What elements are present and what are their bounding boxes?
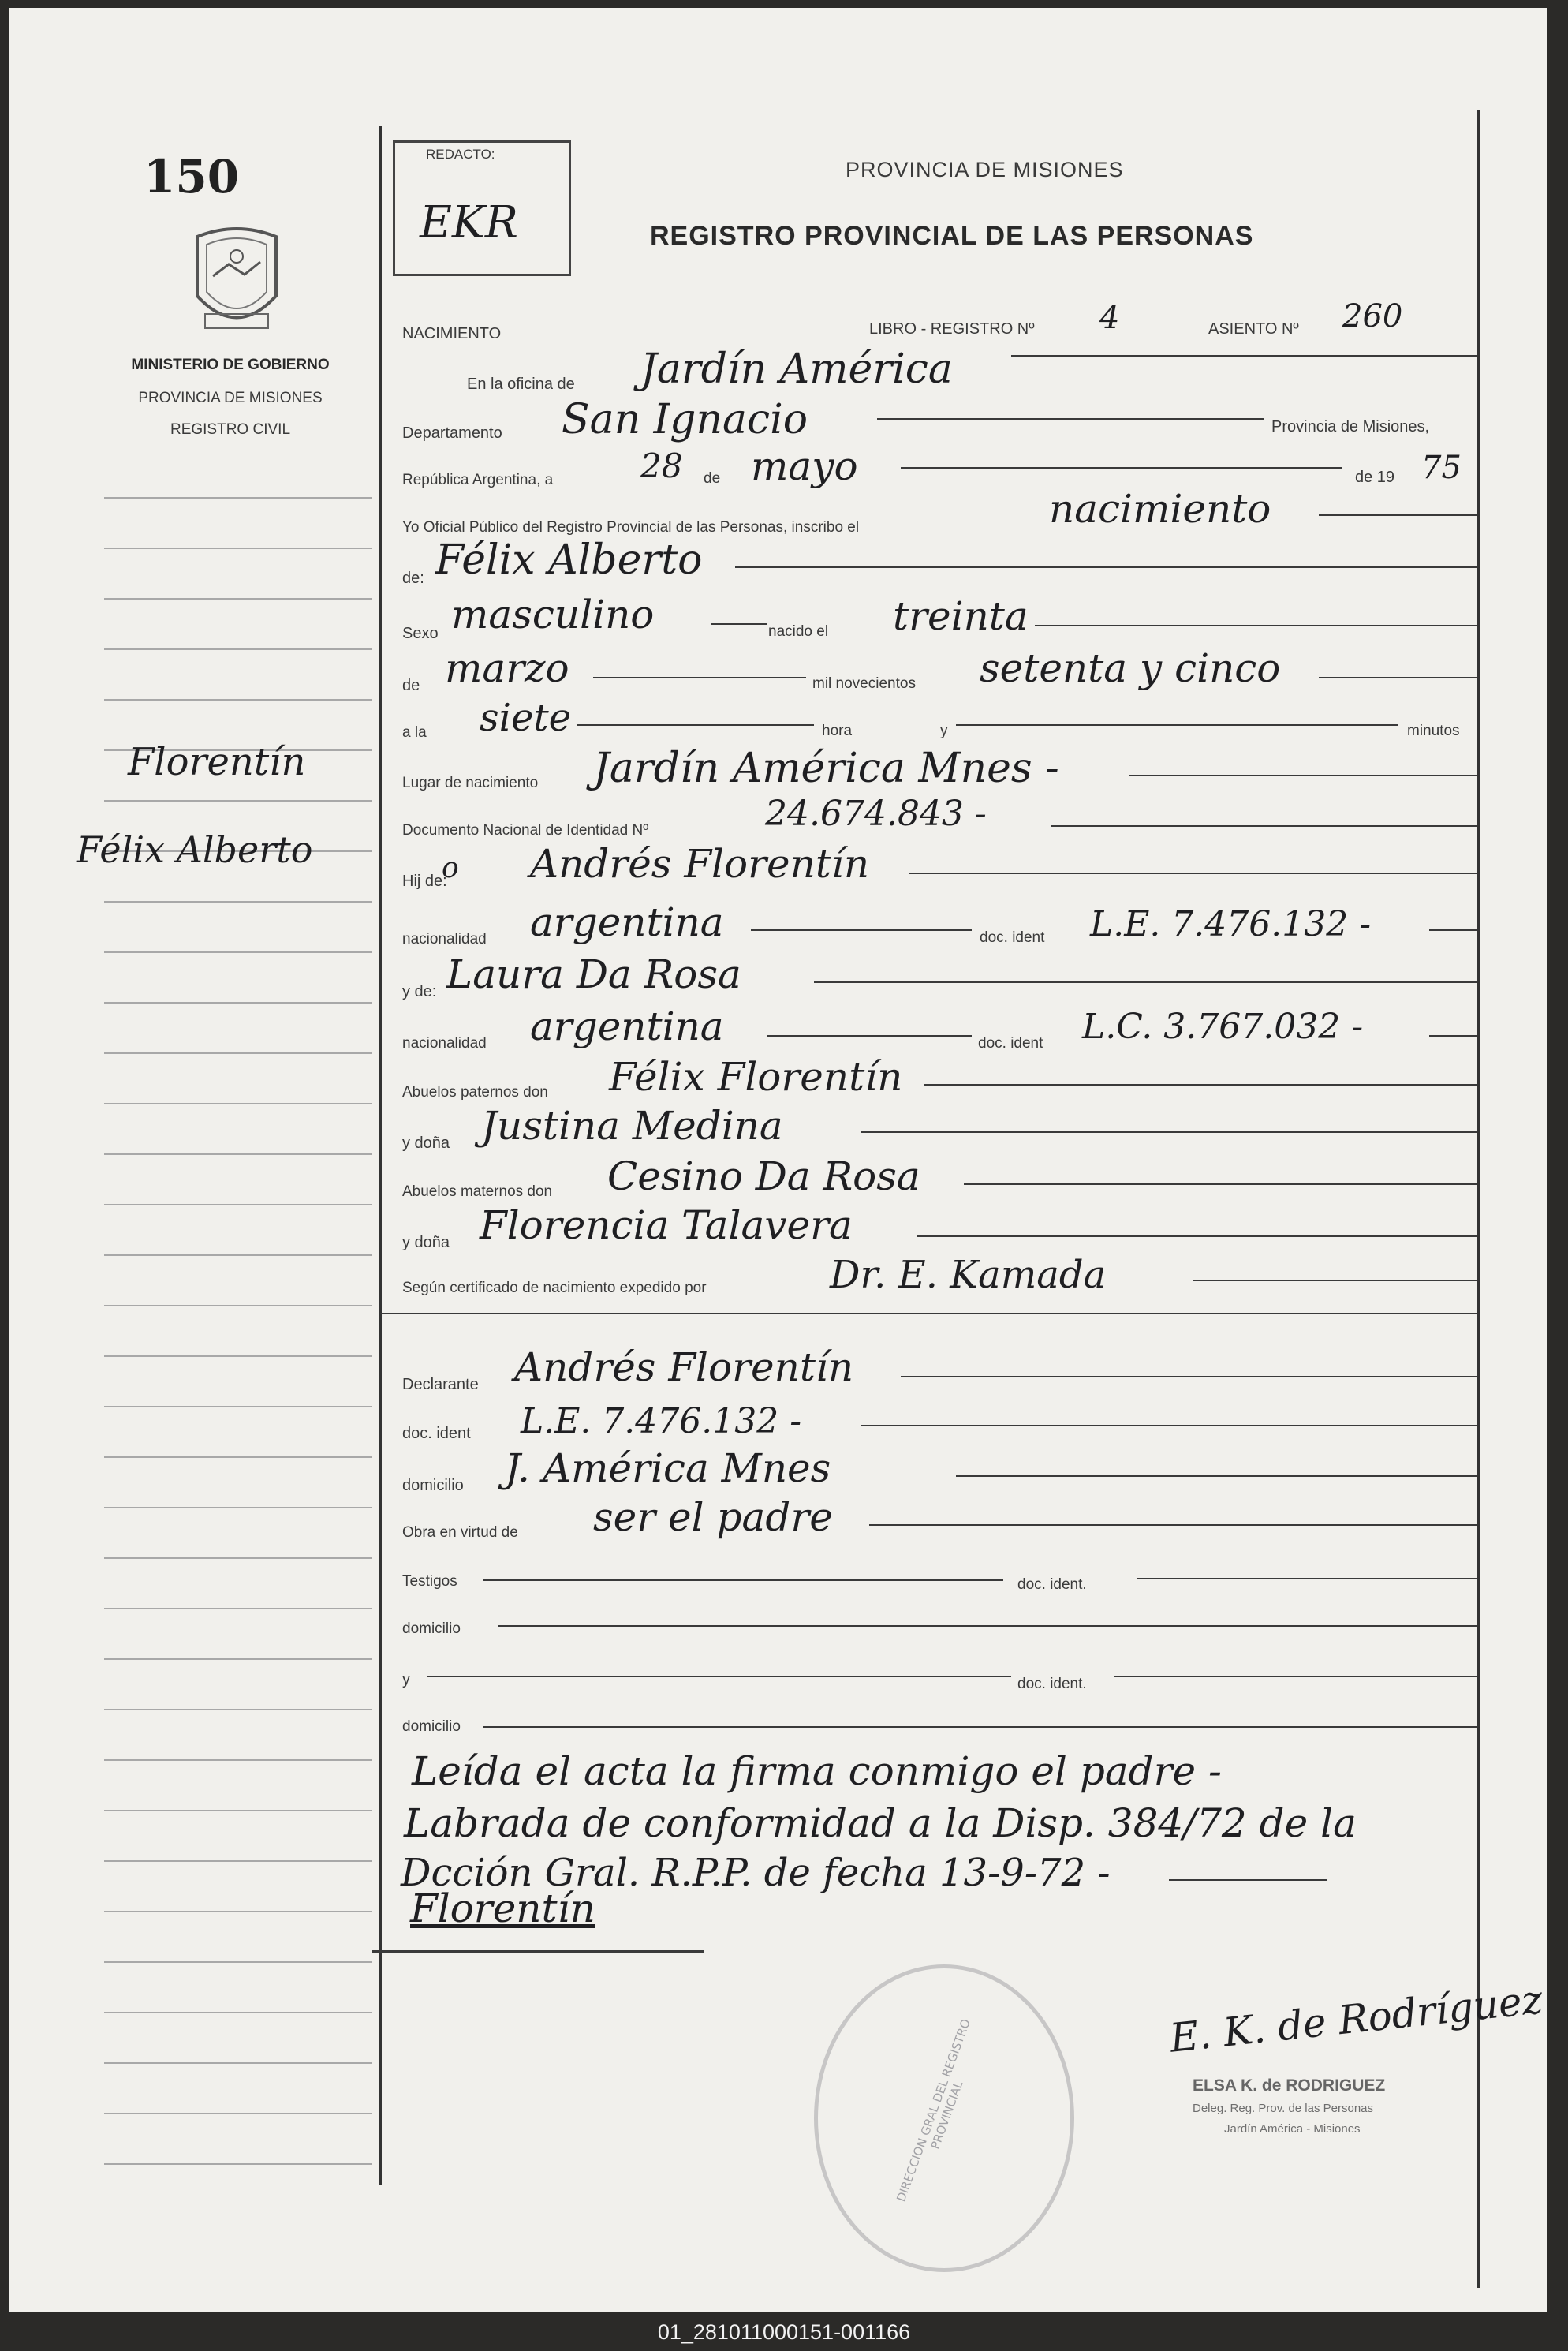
fill-in-line	[964, 1183, 1477, 1185]
margin-ledger-line	[104, 951, 372, 953]
margin-ledger-line	[104, 1810, 372, 1811]
testigos-label: Testigos	[402, 1573, 457, 1590]
y-de-label: y de:	[402, 983, 437, 1000]
abuelo-mat-value: Cesino Da Rosa	[607, 1153, 920, 1199]
margin-ledger-line	[104, 1658, 372, 1660]
fill-in-line	[877, 418, 1264, 420]
father-doc-value: L.E. 7.476.132 -	[1090, 904, 1372, 944]
officer-stamp-name: ELSA K. de RODRIGUEZ	[1193, 2076, 1386, 2095]
mother-nacionalidad-label: nacionalidad	[402, 1035, 487, 1052]
header-province: PROVINCIA DE MISIONES	[846, 158, 1124, 181]
fill-in-line	[380, 1313, 1477, 1314]
asiento-value: 260	[1342, 298, 1403, 335]
margin-ledger-line	[104, 1911, 372, 1912]
day-value: 28	[640, 447, 683, 485]
oficina-value: Jardín América	[640, 346, 953, 393]
margin-ledger-line	[104, 1557, 372, 1559]
domicilio-label: domicilio	[402, 1477, 464, 1494]
fill-in-line	[1169, 1879, 1327, 1881]
y-label: y	[940, 723, 948, 739]
margin-ledger-line	[104, 497, 372, 499]
abuela-mat-value: Florencia Talavera	[480, 1202, 853, 1248]
fill-in-line	[861, 1131, 1477, 1133]
fill-in-line	[427, 1676, 1011, 1677]
hora-prefix-label: a la	[402, 724, 427, 741]
ministry-name: MINISTERIO DE GOBIERNO	[131, 357, 330, 373]
obra-label: Obra en virtud de	[402, 1524, 518, 1541]
margin-ledger-line	[104, 1355, 372, 1357]
father-nacionalidad-label: nacionalidad	[402, 931, 487, 948]
document-page	[9, 8, 1547, 2312]
margin-ledger-line	[104, 1305, 372, 1306]
testigo1-domicilio-label: domicilio	[402, 1620, 461, 1637]
provincial-coat-of-arms	[181, 221, 292, 339]
sexo-label: Sexo	[402, 625, 439, 642]
fill-in-line	[483, 1726, 1477, 1728]
margin-ledger-line	[104, 2012, 372, 2013]
fill-in-line	[711, 623, 767, 625]
margin-ledger-line	[104, 1103, 372, 1104]
page-title: REGISTRO PROVINCIAL DE LAS PERSONAS	[650, 221, 1254, 251]
fill-in-line	[814, 981, 1477, 983]
domicilio-value: J. América Mnes	[505, 1445, 831, 1491]
dni-value: 24.674.843 -	[765, 794, 987, 834]
fill-in-line	[1051, 825, 1477, 827]
fill-in-line	[869, 1524, 1477, 1526]
fill-in-line	[1137, 1578, 1477, 1579]
margin-ledger-line	[104, 1406, 372, 1407]
folio-number: 150	[144, 150, 240, 204]
fill-in-line	[483, 1579, 1003, 1581]
fill-in-line	[861, 1425, 1477, 1426]
departamento-value: San Ignacio	[562, 396, 808, 443]
remarks-line-2: Labrada de conformidad a la Disp. 384/72 de la	[404, 1800, 1357, 1846]
abuelos-pat-label: Abuelos paternos don	[402, 1084, 548, 1101]
fill-in-line	[1193, 1280, 1477, 1281]
fill-in-line	[901, 1376, 1477, 1377]
mother-doc-label: doc. ident	[978, 1035, 1043, 1052]
father-value: Andrés Florentín	[530, 841, 870, 887]
sidebar-province: PROVINCIA DE MISIONES	[138, 390, 323, 406]
margin-ledger-line	[104, 1759, 372, 1761]
mother-doc-value: L.C. 3.767.032 -	[1082, 1007, 1364, 1047]
margin-ledger-line	[104, 1860, 372, 1862]
fill-in-line	[956, 724, 1398, 726]
mother-nationality: argentina	[530, 1004, 724, 1049]
decl-doc-label: doc. ident	[402, 1425, 471, 1442]
year-value: 75	[1421, 450, 1462, 486]
testigo2-y-label: y	[402, 1671, 410, 1688]
testigo2-domicilio-label: domicilio	[402, 1718, 461, 1735]
margin-ledger-line	[104, 699, 372, 701]
oficina-label: En la oficina de	[467, 376, 575, 393]
abuela-mat-label: y doña	[402, 1234, 450, 1251]
margin-ledger-line	[104, 1052, 372, 1054]
abuela-pat-value: Justina Medina	[481, 1103, 783, 1149]
departamento-label: Departamento	[402, 424, 502, 442]
oficial-value: nacimiento	[1049, 486, 1271, 532]
fill-in-line	[751, 929, 972, 931]
father-nationality: argentina	[530, 899, 724, 945]
hora-value: siete	[480, 696, 572, 740]
margin-ledger-line	[104, 1204, 372, 1205]
margin-ledger-line	[104, 1507, 372, 1508]
decl-doc-value: L.E. 7.476.132 -	[521, 1401, 802, 1441]
margin-ledger-line	[104, 648, 372, 650]
margin-ledger-line	[104, 548, 372, 549]
margin-ledger-line	[104, 1456, 372, 1458]
abuelos-mat-label: Abuelos maternos don	[402, 1183, 553, 1200]
fill-in-line	[917, 1235, 1477, 1237]
sidebar-registry: REGISTRO CIVIL	[170, 421, 291, 438]
certificado-value: Dr. E. Kamada	[830, 1253, 1107, 1297]
margin-ledger-line	[104, 598, 372, 600]
fill-in-line	[924, 1084, 1477, 1086]
oficial-label: Yo Oficial Público del Registro Provincial de las Personas, inscribo el	[402, 519, 860, 536]
image-id-footer: 01_281011000151-001166	[657, 2320, 911, 2344]
fill-in-line	[1319, 677, 1477, 678]
declarante-value: Andrés Florentín	[514, 1344, 854, 1390]
section-label: NACIMIENTO	[402, 325, 502, 342]
provincia-label: Provincia de Misiones,	[1271, 418, 1430, 435]
margin-ledger-line	[104, 1709, 372, 1710]
de3-label: de	[402, 677, 420, 694]
de2-label: de:	[402, 570, 424, 587]
left-frame-line	[379, 126, 382, 2185]
margin-note-names: Félix Alberto	[77, 828, 313, 871]
margin-note-surname: Florentín	[128, 740, 306, 784]
dni-label: Documento Nacional de Identidad Nº	[402, 822, 649, 839]
libro-label: LIBRO - REGISTRO Nº	[869, 320, 1035, 338]
margin-ledger-line	[104, 1608, 372, 1609]
fill-in-line	[498, 1625, 1477, 1627]
margin-ledger-line	[104, 1961, 372, 1963]
registered-name: Félix Alberto	[435, 536, 703, 584]
father-doc-label: doc. ident	[980, 929, 1045, 946]
margin-ledger-line	[104, 1002, 372, 1004]
margin-ledger-line	[104, 2163, 372, 2165]
officer-signature: E. K. de Rodríguez	[1167, 1976, 1545, 2061]
abuelo-pat-value: Félix Florentín	[609, 1054, 903, 1100]
officer-stamp-place: Jardín América - Misiones	[1224, 2122, 1361, 2136]
de-label: de	[704, 470, 721, 487]
fill-in-line	[593, 677, 806, 678]
official-seal-text: DIRECCION GRAL DEL REGISTRO PROVINCIAL	[894, 2016, 973, 2204]
fill-in-line	[1129, 775, 1477, 776]
testigos-doc-label: doc. ident.	[1017, 1576, 1087, 1593]
margin-ledger-line	[104, 901, 372, 903]
margin-ledger-line	[104, 2113, 372, 2114]
margin-ledger-line	[104, 2062, 372, 2064]
fill-in-line	[909, 873, 1477, 874]
year-prefix: de 19	[1355, 469, 1395, 486]
minutos-label: minutos	[1407, 723, 1460, 739]
redacto-label: REDACTO:	[426, 147, 495, 162]
certificado-label: Según certificado de nacimiento expedido por	[402, 1280, 707, 1296]
libro-value: 4	[1099, 300, 1120, 336]
margin-ledger-line	[104, 800, 372, 802]
lugar-value: Jardín América Mnes -	[593, 745, 1059, 792]
mil-value: setenta y cinco	[980, 645, 1281, 691]
margin-ledger-line	[104, 1254, 372, 1256]
nacido-label: nacido el	[768, 623, 829, 640]
right-frame-line	[1477, 110, 1480, 2288]
redacto-initials: EKR	[420, 197, 518, 249]
fill-in-line	[1429, 1035, 1477, 1037]
fill-in-line	[1035, 625, 1477, 626]
hijo-letter: o	[442, 852, 459, 884]
birth-month-value: marzo	[445, 645, 569, 691]
mother-value: Laura Da Rosa	[446, 951, 741, 997]
republica-label: República Argentina, a	[402, 472, 554, 488]
hijo-label: Hij de:	[402, 873, 447, 890]
fill-in-line	[577, 724, 814, 726]
fill-in-line	[1114, 1676, 1477, 1677]
fill-in-line	[767, 1035, 972, 1037]
remarks-line-1: Leída el acta la firma conmigo el padre -	[412, 1748, 1222, 1794]
sexo-value: masculino	[451, 592, 655, 637]
fill-in-line	[1429, 929, 1477, 931]
declarant-signature-line	[372, 1950, 704, 1953]
fill-in-line	[735, 566, 1477, 568]
remarks-line-3: Dcción Gral. R.P.P. de fecha 13-9-72 -	[401, 1851, 1111, 1895]
declarant-signature: Florentín	[410, 1886, 595, 1931]
hora-label: hora	[822, 723, 853, 739]
declarante-label: Declarante	[402, 1376, 479, 1393]
fill-in-line	[1319, 514, 1477, 516]
obra-value: ser el padre	[593, 1494, 833, 1540]
officer-stamp-title: Deleg. Reg. Prov. de las Personas	[1193, 2102, 1374, 2115]
abuela-pat-label: y doña	[402, 1134, 450, 1152]
asiento-label: ASIENTO Nº	[1208, 320, 1299, 338]
nacido-value: treinta	[893, 593, 1029, 639]
fill-in-line	[956, 1475, 1477, 1477]
testigo2-doc-label: doc. ident.	[1017, 1676, 1087, 1692]
lugar-label: Lugar de nacimiento	[402, 775, 539, 791]
margin-ledger-line	[104, 1153, 372, 1155]
fill-in-line	[901, 467, 1342, 469]
mil-label: mil novecientos	[812, 675, 916, 692]
fill-in-line	[1011, 355, 1477, 357]
month-value: mayo	[751, 443, 858, 489]
